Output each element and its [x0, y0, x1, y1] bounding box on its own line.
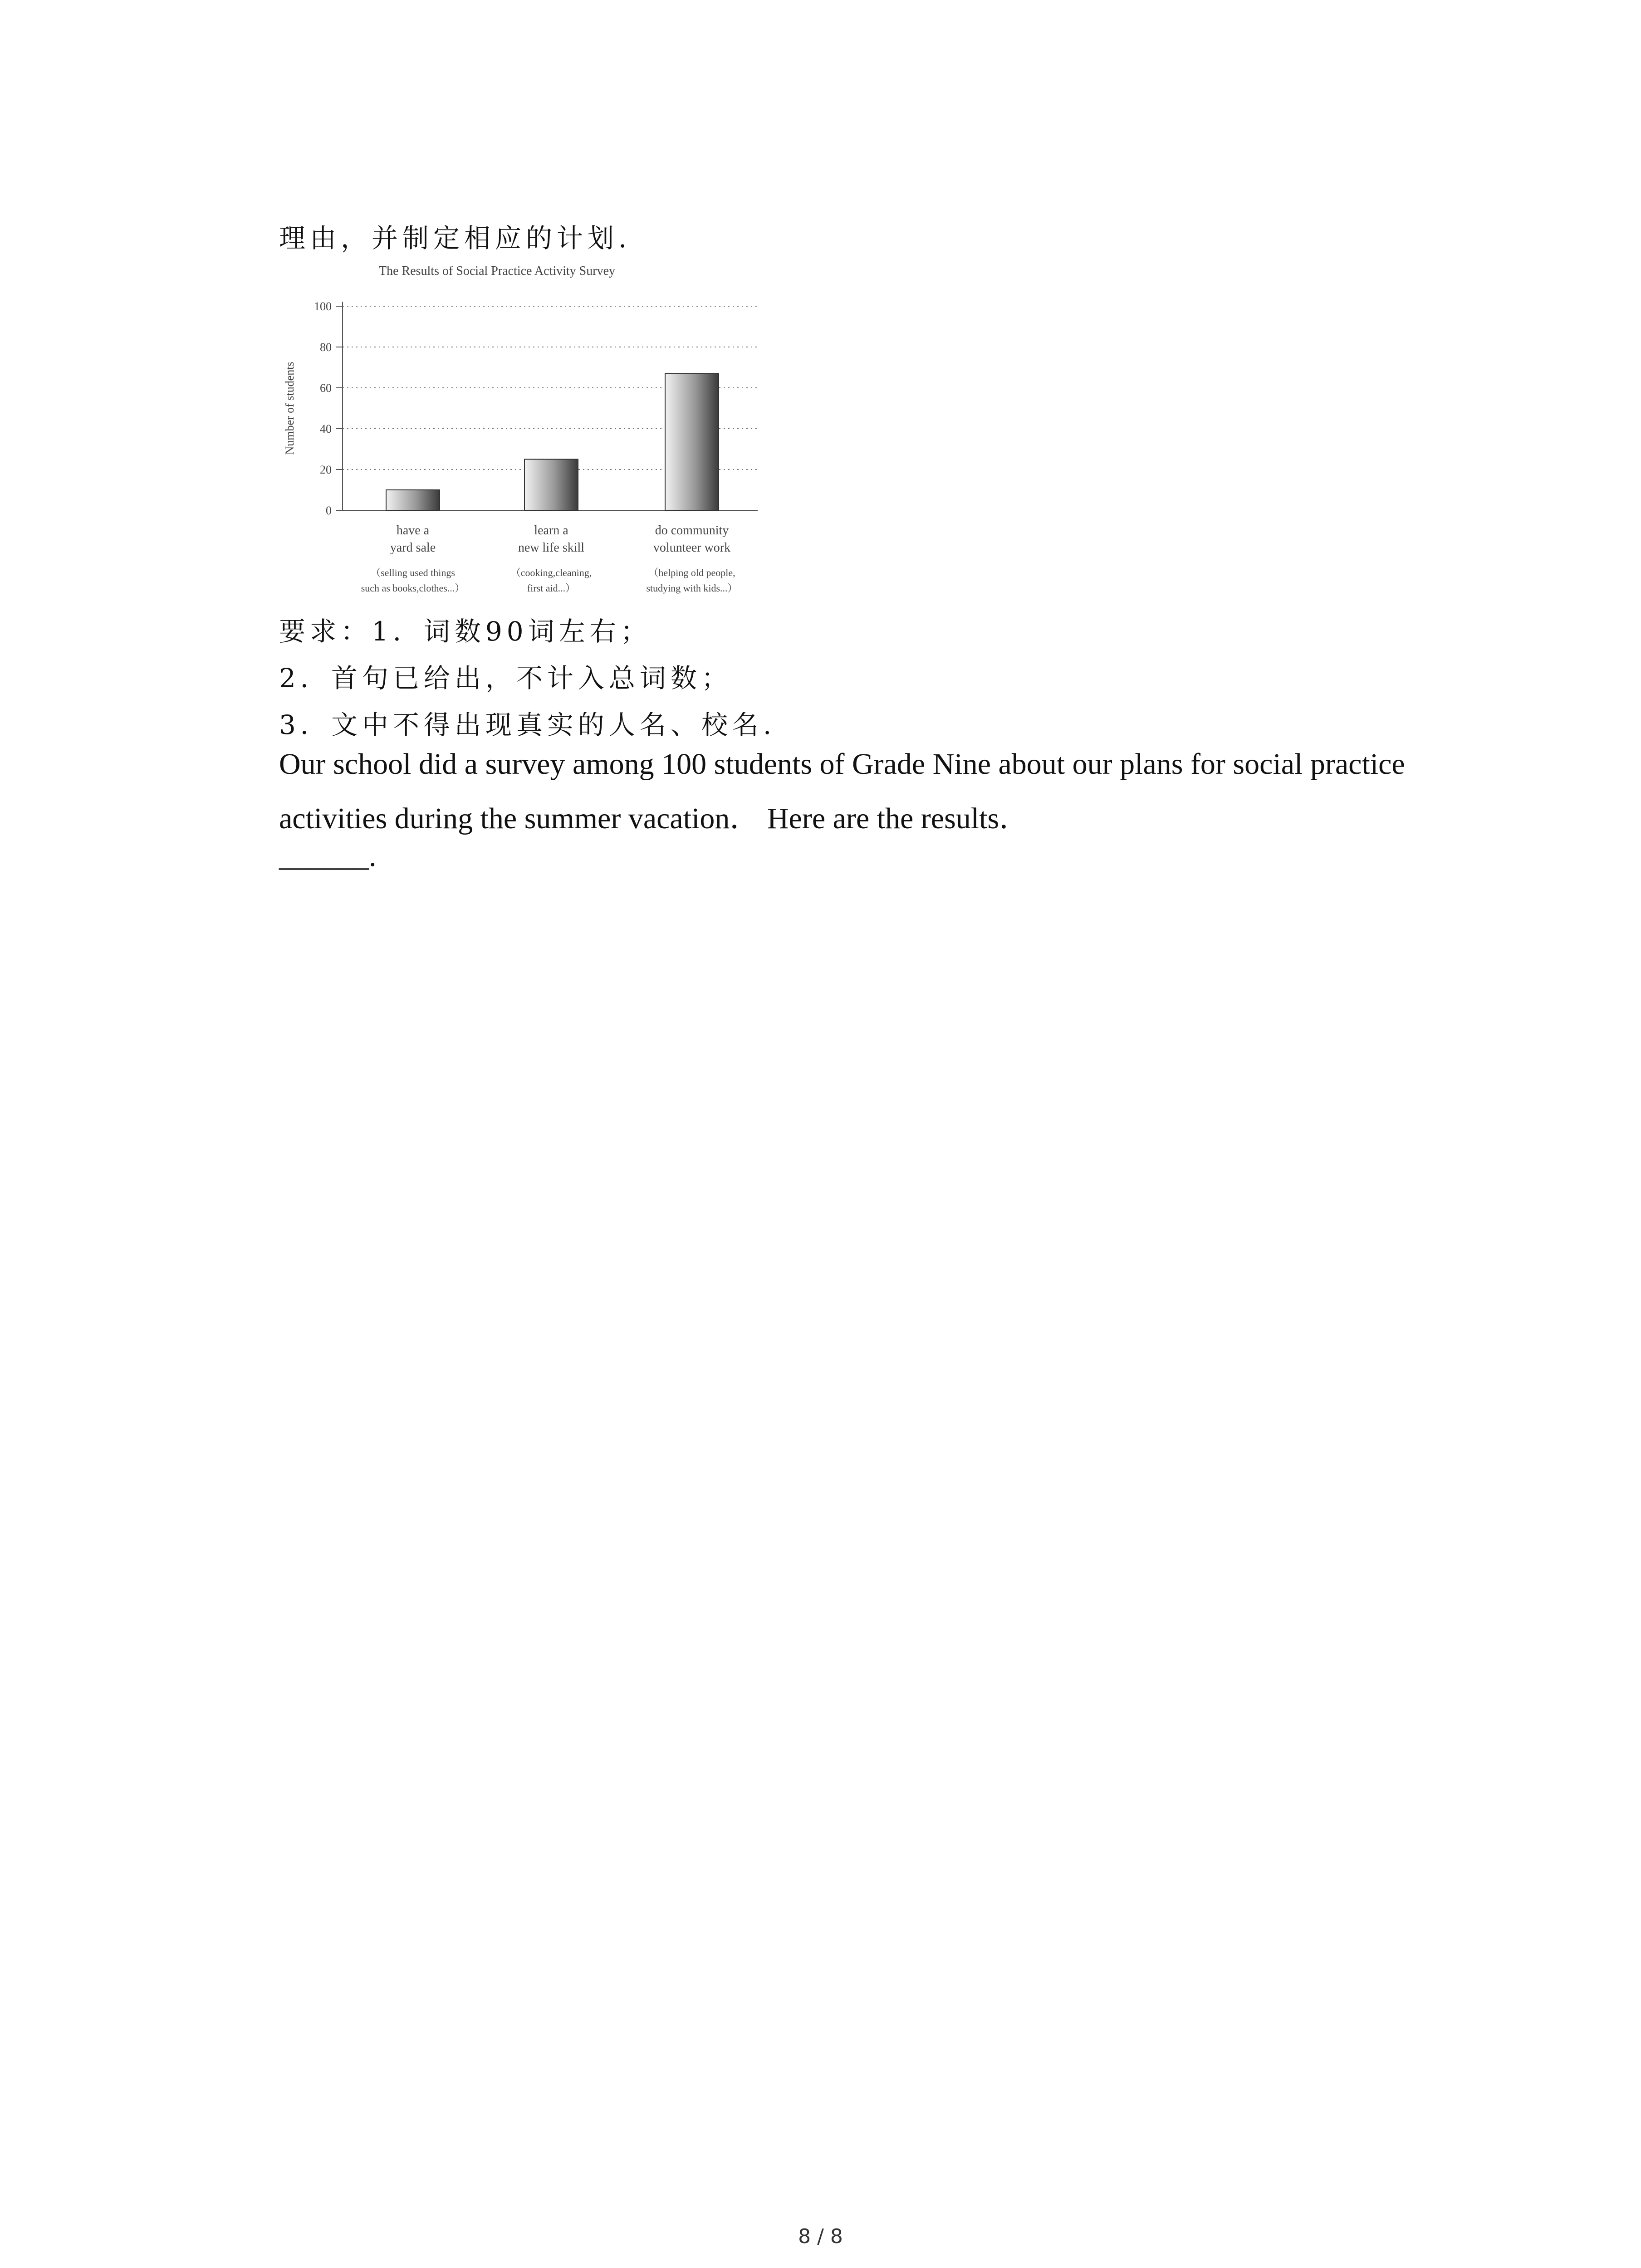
bar: [665, 374, 719, 511]
y-tick-label: 100: [314, 300, 332, 313]
chart-svg: [279, 259, 778, 603]
category-label: volunteer work: [653, 541, 731, 555]
category-label: yard sale: [390, 541, 436, 555]
category-note: （helping old people,: [648, 567, 735, 578]
y-tick-label: 40: [320, 422, 332, 435]
category-note: （cooking,cleaning,: [510, 567, 592, 578]
category-label: learn a: [534, 523, 568, 538]
category-label: new life skill: [518, 541, 585, 555]
bar: [386, 490, 440, 510]
category-label: do community: [655, 523, 729, 538]
category-note: studying with kids...）: [646, 582, 738, 594]
answer-blank: ______.: [279, 840, 377, 873]
y-tick-label: 20: [320, 463, 332, 476]
prompt-line-1: Our school did a survey among 100 students of Grade Nine about our plans for social practice: [279, 748, 1405, 781]
requirement-1: 要求：1．词数90词左右；: [279, 616, 652, 647]
y-tick-label: 80: [320, 341, 332, 354]
category-note: （selling used things: [371, 567, 455, 578]
requirement-2: 2．首句已给出，不计入总词数；: [279, 663, 732, 694]
prompt-line-2: activities during the summer vacation． Here are the results．: [279, 802, 1029, 835]
requirement-3: 3．文中不得出现真实的人名、校名.: [279, 709, 776, 740]
category-note: first aid...）: [527, 582, 576, 594]
y-tick-label: 60: [320, 381, 332, 395]
category-label: have a: [396, 523, 430, 538]
y-tick-label: 0: [326, 504, 332, 517]
category-note: such as books,clothes...）: [361, 582, 465, 594]
bar: [524, 459, 578, 511]
y-axis-label: Number of students: [283, 362, 296, 455]
page-number: 8 / 8: [798, 2225, 843, 2248]
chart-title: The Results of Social Practice Activity Survey: [379, 264, 616, 278]
survey-bar-chart: [279, 259, 778, 603]
intro-line: 理由，并制定相应的计划.: [279, 223, 632, 254]
